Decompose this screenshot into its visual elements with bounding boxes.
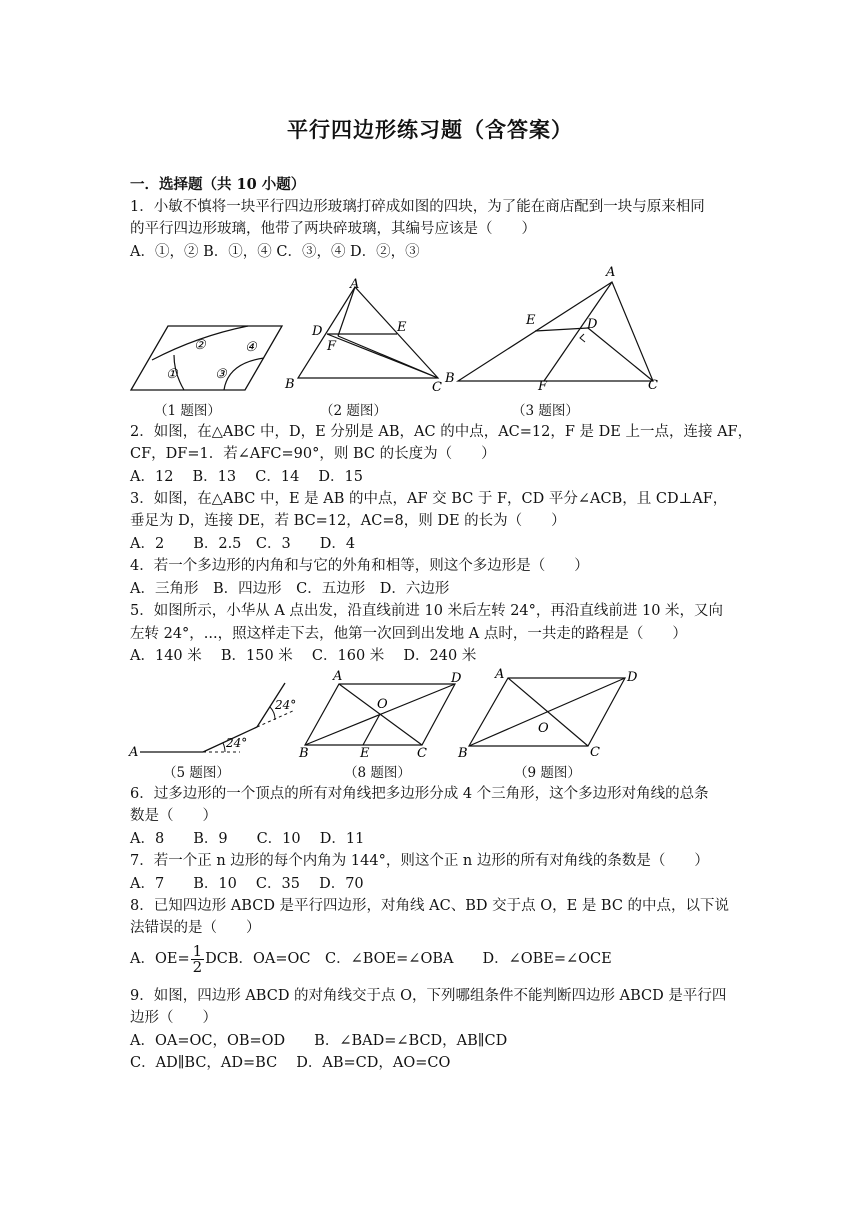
q1-line1: 1．小敏不慎将一块平行四边形玻璃打碎成如图的四块，为了能在商店配到一块与原来相同 [130, 199, 705, 215]
fig2-label-A: A [350, 277, 360, 292]
figure-5 [125, 680, 305, 760]
fig8-label-E: E [360, 746, 370, 760]
q9-line1: 9．如图，四边形 ABCD 的对角线交于点 O，下列哪组条件不能判断四边形 ABCD 是平行四 [130, 988, 727, 1004]
fig2-label-D: D [312, 324, 323, 339]
figure-1 [128, 318, 288, 396]
fig5-label-angle-2: 24° [275, 698, 297, 712]
figure-3 [440, 262, 670, 392]
fig1-label-3: ③ [215, 367, 227, 382]
caption-fig3: （3 题图） [512, 403, 579, 419]
page-title: 平行四边形练习题（含答案） [287, 117, 573, 142]
figure-9 [455, 664, 645, 760]
q8-fraction-numerator: 1 [192, 941, 203, 960]
q2-options: A．12 B．13 C．14 D．15 [130, 469, 363, 485]
q5-line2: 左转 24°，...，照这样走下去，他第一次回到出发地 A 点时，一共走的路程是（ ） [130, 626, 687, 642]
q8-option-a-prefix: A．OE= [130, 951, 190, 967]
fig3-label-C: C [648, 378, 658, 392]
q8-option-rest: DCB．OA=OC C．∠BOE=∠OBA D．∠OBE=∠OCE [205, 951, 612, 967]
fig3-label-F: F [538, 379, 548, 392]
q7-options: A．7 B．10 C．35 D．70 [130, 876, 364, 892]
fig1-label-1: ① [166, 367, 178, 382]
q8-line2: 法错误的是（ ） [130, 920, 261, 936]
fig9-label-B: B [458, 746, 468, 760]
fig2-label-C: C [432, 380, 442, 392]
q9-options-2: C．AD∥BC，AD=BC D．AB=CD，AO=CO [130, 1055, 451, 1071]
q5-line1: 5．如图所示，小华从 A 点出发，沿直线前进 10 米后左转 24°，再沿直线前进 10 米，又向 [130, 603, 724, 619]
q3-options: A．2 B．2.5 C．3 D．4 [130, 536, 356, 552]
q8-line1: 8．已知四边形 ABCD 是平行四边形，对角线 AC、BD 交于点 O，E 是 BC 的中点，以下说 [130, 898, 730, 914]
q6-line1: 6．过多边形的一个顶点的所有对角线把多边形分成 4 个三角形，这个多边形对角线的总条 [130, 786, 709, 802]
fig1-label-4: ④ [245, 340, 257, 355]
q7-line1: 7．若一个正 n 边形的每个内角为 144°，则这个正 n 边形的所有对角线的条数是（ ） [130, 853, 709, 869]
fig3-label-B: B [445, 371, 455, 386]
figure-8 [295, 668, 470, 760]
figure-2 [280, 274, 450, 392]
section-heading: 一．选择题（共 10 小题） [130, 176, 306, 193]
caption-fig9: （9 题图） [514, 765, 581, 781]
q3-line1: 3．如图，在△ABC 中，E 是 AB 的中点，AF 交 BC 于 F，CD 平分∠ACB，且 CD⊥AF， [130, 491, 728, 507]
q9-options-1: A．OA=OC，OB=OD B．∠BAD=∠BCD，AB∥CD [130, 1033, 508, 1049]
caption-fig1: （1 题图） [154, 403, 221, 419]
q3-line2: 垂足为 D，连接 DE，若 BC=12，AC=8，则 DE 的长为（ ） [130, 513, 566, 529]
caption-fig5: （5 题图） [163, 765, 230, 781]
fig5-label-A: A [129, 745, 139, 760]
fig2-label-E: E [397, 320, 407, 335]
fig9-label-C: C [590, 745, 600, 760]
fig8-label-D: D [451, 671, 462, 686]
fig9-label-D: D [627, 670, 638, 685]
fig8-label-A: A [333, 669, 343, 684]
fig5-label-angle-1: 24° [226, 736, 248, 750]
fig8-label-O: O [377, 697, 388, 712]
q9-line2: 边形（ ） [130, 1010, 217, 1026]
q8-fraction [191, 941, 205, 976]
q5-options: A．140 米 B．150 米 C．160 米 D．240 米 [130, 648, 477, 664]
fig3-label-D: D [587, 317, 598, 332]
q1-line2: 的平行四边形玻璃，他带了两块碎玻璃，其编号应该是（ ） [130, 221, 536, 237]
q2-line2: CF，DF=1．若∠AFC=90°，则 BC 的长度为（ ） [130, 446, 496, 462]
q4-line1: 4．若一个多边形的内角和与它的外角和相等，则这个多边形是（ ） [130, 558, 589, 574]
fig3-label-A: A [606, 265, 616, 280]
fig9-label-O: O [538, 721, 549, 736]
fig9-label-A: A [495, 667, 505, 682]
fig8-label-B: B [299, 746, 309, 760]
q6-options: A．8 B．9 C．10 D．11 [130, 831, 365, 847]
caption-fig8: （8 题图） [344, 765, 411, 781]
q4-options: A．三角形 B．四边形 C．五边形 D．六边形 [130, 581, 450, 597]
fig3-label-E: E [526, 313, 536, 328]
q1-options: A．①，② B．①，④ C．③，④ D．②，③ [130, 244, 420, 260]
fig8-label-C: C [417, 746, 427, 760]
q8-fraction-denominator: 2 [192, 957, 203, 976]
caption-fig2: （2 题图） [320, 403, 387, 419]
fig1-label-2: ② [194, 338, 206, 353]
q6-line2: 数是（ ） [130, 808, 217, 824]
q2-line1: 2．如图，在△ABC 中，D，E 分别是 AB，AC 的中点，AC=12，F 是 DE 上一点，连接 AF， [130, 424, 753, 440]
fig2-label-F: F [327, 339, 337, 354]
fig2-label-B: B [285, 377, 295, 392]
q8-options [130, 943, 730, 975]
